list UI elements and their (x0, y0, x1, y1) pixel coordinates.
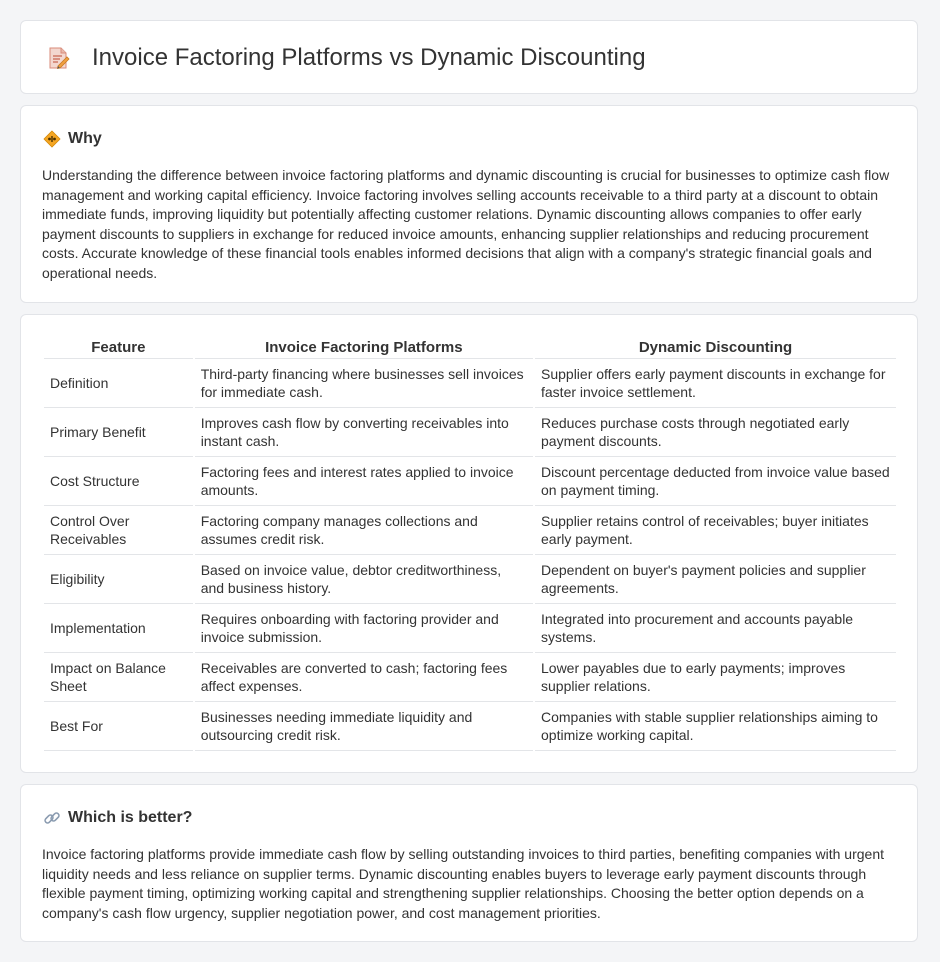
feature-cell: Implementation (44, 604, 193, 653)
factoring-cell: Factoring company manages collections and assumes credit risk. (195, 506, 533, 555)
comparison-section (20, 314, 918, 773)
factoring-cell: Based on invoice value, debtor creditworthiness, and business history. (195, 555, 533, 604)
header-discounting: Dynamic Discounting (535, 336, 896, 359)
factoring-cell: Requires onboarding with factoring provider and invoice submission. (195, 604, 533, 653)
link-icon (43, 809, 61, 827)
table-row (44, 653, 896, 702)
discounting-cell: Integrated into procurement and accounts payable systems. (535, 604, 896, 653)
header-card (20, 20, 918, 94)
feature-cell: Eligibility (44, 555, 193, 604)
better-title: Which is better? (68, 809, 193, 826)
why-title: Why (68, 130, 102, 147)
discounting-cell: Dependent on buyer's payment policies and supplier agreements. (535, 555, 896, 604)
discounting-cell: Reduces purchase costs through negotiated early payment discounts. (535, 408, 896, 457)
better-text: Invoice factoring platforms provide immediate cash flow by selling outstanding invoices to third parties, benefiting companies with urgent liquidity needs and less reliance on supplier terms. Dynamic discounting enables buyers to leverage early payment discounts through flexible payment timing, optimizing working capital and strengthening supplier relationships. Choosing the better option depends on a company's cash flow urgency, supplier negotiation power, and cost management priorities. (42, 846, 884, 921)
factoring-cell: Businesses needing immediate liquidity and outsourcing credit risk. (195, 702, 533, 751)
warning-sign-icon (43, 130, 61, 148)
feature-cell: Definition (44, 359, 193, 408)
discounting-cell: Discount percentage deducted from invoice value based on payment timing. (535, 457, 896, 506)
table-row (44, 506, 896, 555)
table-row (44, 604, 896, 653)
why-text: Understanding the difference between invoice factoring platforms and dynamic discounting is crucial for businesses to optimize cash flow management and working capital efficiency. Invoice factoring involves selling accounts receivable to a third party at a discount to obtain immediate funds, improving liquidity but potentially affecting customer relations. Dynamic discounting allows companies to offer early payment discounts to suppliers in exchange for reduced invoice amounts, enhancing supplier relationships and reducing procurement costs. Accurate knowledge of these financial tools enables informed decisions that align with a company's strategic financial goals and operational needs. (42, 167, 890, 281)
discounting-cell: Supplier retains control of receivables; buyer initiates early payment. (535, 506, 896, 555)
better-heading (43, 807, 192, 829)
factoring-cell: Third-party financing where businesses sell invoices for immediate cash. (195, 359, 533, 408)
table-row (44, 555, 896, 604)
discounting-cell: Lower payables due to early payments; improves supplier relations. (535, 653, 896, 702)
header-factoring: Invoice Factoring Platforms (195, 336, 533, 359)
why-heading (43, 128, 102, 150)
table-row (44, 702, 896, 751)
why-section (20, 105, 918, 303)
table-row (44, 457, 896, 506)
factoring-cell: Receivables are converted to cash; factoring fees affect expenses. (195, 653, 533, 702)
feature-cell: Primary Benefit (44, 408, 193, 457)
feature-cell: Best For (44, 702, 193, 751)
header-feature: Feature (44, 336, 193, 359)
feature-cell: Cost Structure (44, 457, 193, 506)
feature-cell: Control Over Receivables (44, 506, 193, 555)
factoring-cell: Factoring fees and interest rates applied to invoice amounts. (195, 457, 533, 506)
feature-cell: Impact on Balance Sheet (44, 653, 193, 702)
discounting-cell: Companies with stable supplier relationships aiming to optimize working capital. (535, 702, 896, 751)
discounting-cell: Supplier offers early payment discounts in exchange for faster invoice settlement. (535, 359, 896, 408)
factoring-cell: Improves cash flow by converting receivables into instant cash. (195, 408, 533, 457)
table-row (44, 408, 896, 457)
table-row (44, 359, 896, 408)
document-pencil-icon (46, 46, 70, 70)
comparison-table (42, 336, 898, 751)
table-header-row (44, 336, 896, 359)
page-title: Invoice Factoring Platforms vs Dynamic Discounting (92, 44, 646, 71)
which-is-better-section (20, 784, 918, 942)
